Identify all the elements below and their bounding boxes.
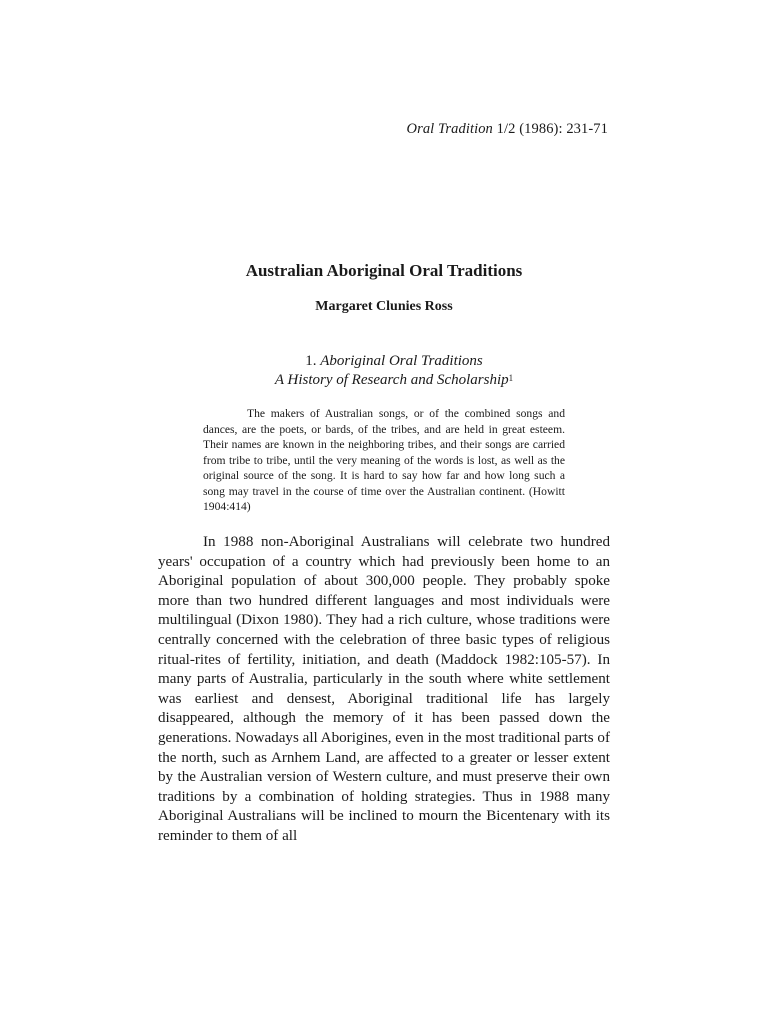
section-number: 1. (305, 353, 317, 369)
footnote-marker: 1 (508, 373, 514, 383)
epigraph-quote: The makers of Australian songs, or of the combined songs and dances, are the poets, or bards, of the tribes, and are held in great esteem. Their names are known in the neighboring tribes, and their songs are carried from tribe to tribe, until the very meaning of the words is lost, as well as the original source of the song. It is hard to say how far and how long such a song may travel in the course of time over the Australian continent. (Howitt 1904:414) (203, 407, 565, 513)
body-paragraph: In 1988 non-Aboriginal Australians will celebrate two hundred years' occupation of a country which had previously been home to an Aboriginal population of about 300,000 people. They probably spoke more than two hundred different languages and most individuals were multilingual (Dixon 1980). They had a rich culture, whose traditions were centrally concerned with the celebration of three basic types of religious ritual-rites of fertility, initiation, and death (Maddock 1982:105-57). In many parts of Australia, particularly in the south where white settlement was earliest and densest, Aboriginal traditional life has largely disappeared, although the memory of it has been passed down the generations. Nowadays all Aborigines, even in the most traditional parts of the north, such as Arnhem Land, are affected to a greater or lesser extent by the Australian version of Western culture, and must preserve their own traditions by a combination of holding strategies. Thus in 1988 many Aboriginal Australians will be inclined to mourn the Bicentenary with its reminder to them of all (158, 534, 610, 844)
article-title: Australian Aboriginal Oral Traditions (245, 261, 523, 280)
section-heading-line-2 (0, 371, 768, 390)
section-heading-line-1 (0, 352, 768, 371)
journal-name: Oral Tradition (406, 121, 493, 137)
section-title-line-2: A History of Research and Scholarship (274, 372, 509, 388)
section-title-line-1: Aboriginal Oral Traditions (320, 353, 483, 369)
journal-volume-pages: 1/2 (1986): 231-71 (496, 121, 608, 137)
journal-citation (407, 121, 609, 138)
author-name: Margaret Clunies Ross (315, 299, 453, 314)
section-heading (0, 352, 768, 390)
